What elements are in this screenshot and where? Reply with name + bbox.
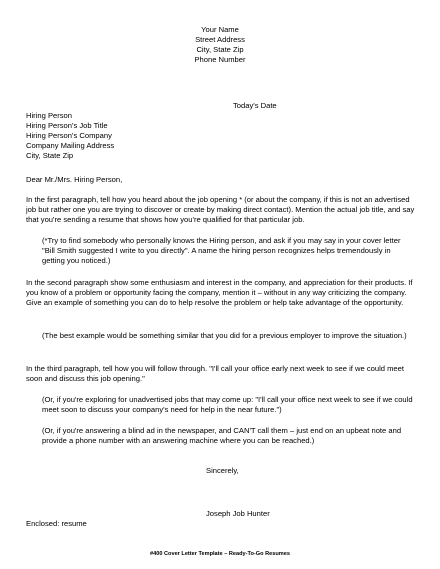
- page-footer: #400 Cover Letter Template – Ready-To-Go Resumes: [150, 551, 290, 557]
- paragraph-3: In the third paragraph, tell how you will follow through. "I'll call your office early next week to see if we could meet soon and discuss this job opening.": [26, 364, 404, 383]
- recipient-line: Hiring Person's Company: [26, 130, 112, 140]
- recipient-block: [26, 111, 416, 161]
- recipient-line: Hiring Person: [26, 111, 73, 120]
- paragraph-3-note-1: (Or, if you're exploring for unadvertised jobs that may come up: "I'll call your office next week to see if we could meet soon to discuss your company's need for help in the near future."): [42, 395, 413, 414]
- paragraph-2: In the second paragraph show some enthusiasm and interest in the company, and appreciation for their products. If you know of a problem or opportunity facing the company, mention it – without in any way criticizing the company. Give an example of something you can do to help resolve the problem or help take advantage of the opportunity.: [26, 278, 413, 307]
- salutation: Dear Mr./Mrs. Hiring Person,: [26, 175, 123, 184]
- sender-block: [0, 25, 440, 65]
- closing: Sincerely,: [206, 466, 239, 475]
- paragraph-1: In the first paragraph, tell how you heard about the job opening * (or about the company, if this is not an advertised job but rather one you are trying to discover or create by making direct contact). Mention the actual job title, and say that you're sending a resume that shows how you're qualified for that particular job.: [26, 195, 415, 224]
- sender-city: City, State Zip: [196, 44, 244, 54]
- paragraph-1-note: (*Try to find somebody who personally knows the Hiring person, and ask if you may say in your cover letter "Bill Smith suggested I write to you directly". A name the hiring person recognizes helps tremendously in getting you noticed.): [42, 236, 401, 265]
- recipient-line: City, State Zip: [26, 150, 74, 160]
- sender-street: Street Address: [195, 34, 245, 44]
- enclosure-line: Enclosed: resume: [26, 519, 87, 528]
- recipient-line: Company Mailing Address: [26, 140, 115, 150]
- paragraph-3-note-2: (Or, if you're answering a blind ad in the newspaper, and CAN'T call them – just end on an upbeat note and provide a phone number with an answering machine where you can be reached.): [42, 426, 402, 445]
- recipient-line: Hiring Person's Job Title: [26, 120, 108, 130]
- sender-phone: Phone Number: [194, 54, 246, 64]
- paragraph-2-note: (The best example would be something similar that you did for a previous employer to improve the situation.): [42, 331, 407, 340]
- sender-name: Your Name: [201, 25, 239, 34]
- signature-name: Joseph Job Hunter: [206, 509, 270, 518]
- letter-date: Today's Date: [233, 101, 277, 110]
